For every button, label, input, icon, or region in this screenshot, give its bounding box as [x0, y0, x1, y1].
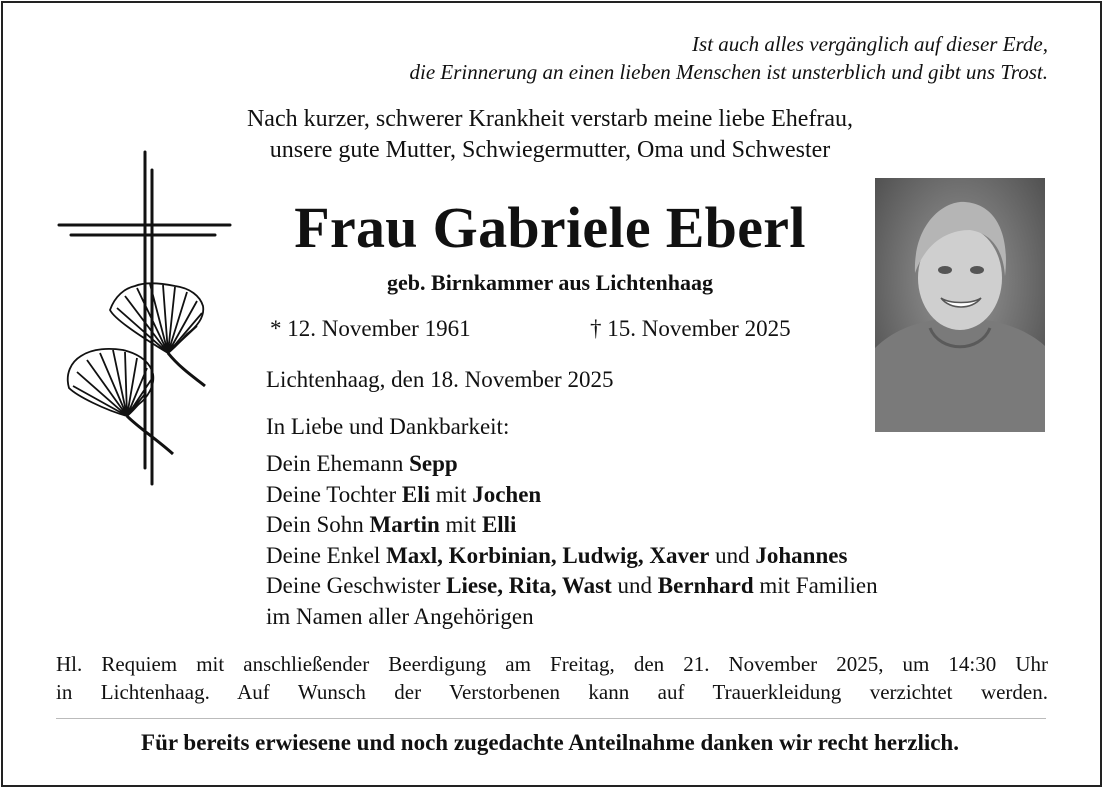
mourner-line: im Namen aller Angehörigen — [266, 603, 534, 629]
service-line: in Lichtenhaag. Auf Wunsch der Verstorbenen kann auf Trauerkleidung verzichtet werden. — [56, 680, 1048, 704]
mourners-list — [266, 449, 878, 632]
mourner-line: Deine Enkel Maxl, Korbinian, Ludwig, Xaver und Johannes — [266, 542, 848, 568]
divider — [56, 718, 1046, 719]
service-details — [56, 650, 1048, 706]
cross-ginkgo-emblem — [55, 148, 240, 490]
mourner-line: Deine Geschwister Liese, Rita, Wast und Bernhard mit Familien — [266, 573, 878, 598]
mourner-line: Deine Tochter Eli mit Jochen — [266, 481, 542, 507]
motto-line: Ist auch alles vergänglich auf dieser Erde, — [692, 32, 1048, 56]
closing-thanks: Für bereits erwiesene und noch zugedachte Anteilnahme danken wir recht herzlich. — [141, 730, 959, 755]
birth-date: * 12. November 1961 — [270, 316, 471, 341]
thanks-label: In Liebe und Dankbarkeit: — [266, 414, 510, 439]
service-line: Hl. Requiem mit anschließender Beerdigung am Freitag, den 21. November 2025, um 14:30 Uhr — [56, 652, 1048, 676]
ginkgo-leaf-icon — [110, 283, 205, 386]
portrait-photo — [875, 178, 1045, 432]
ginkgo-leaf-icon — [68, 349, 173, 454]
place-and-date: Lichtenhaag, den 18. November 2025 — [266, 367, 614, 392]
mourner-line: Dein Sohn Martin mit Elli — [266, 512, 517, 537]
motto — [410, 30, 1049, 86]
cross-icon — [59, 152, 230, 484]
deceased-name: Frau Gabriele Eberl — [294, 195, 806, 260]
death-date: † 15. November 2025 — [590, 316, 791, 341]
maiden-name-origin: geb. Birnkammer aus Lichtenhaag — [387, 270, 713, 295]
intro-line: Nach kurzer, schwerer Krankheit verstarb meine liebe Ehefrau, — [246, 106, 854, 132]
mourner-line: Dein Ehemann Sepp — [266, 451, 458, 476]
intro-line: unsere gute Mutter, Schwiegermutter, Oma und Schwester — [269, 137, 831, 163]
motto-line: die Erinnerung an einen lieben Menschen ist unsterblich und gibt uns Trost. — [409, 60, 1048, 84]
intro-text — [150, 104, 950, 166]
